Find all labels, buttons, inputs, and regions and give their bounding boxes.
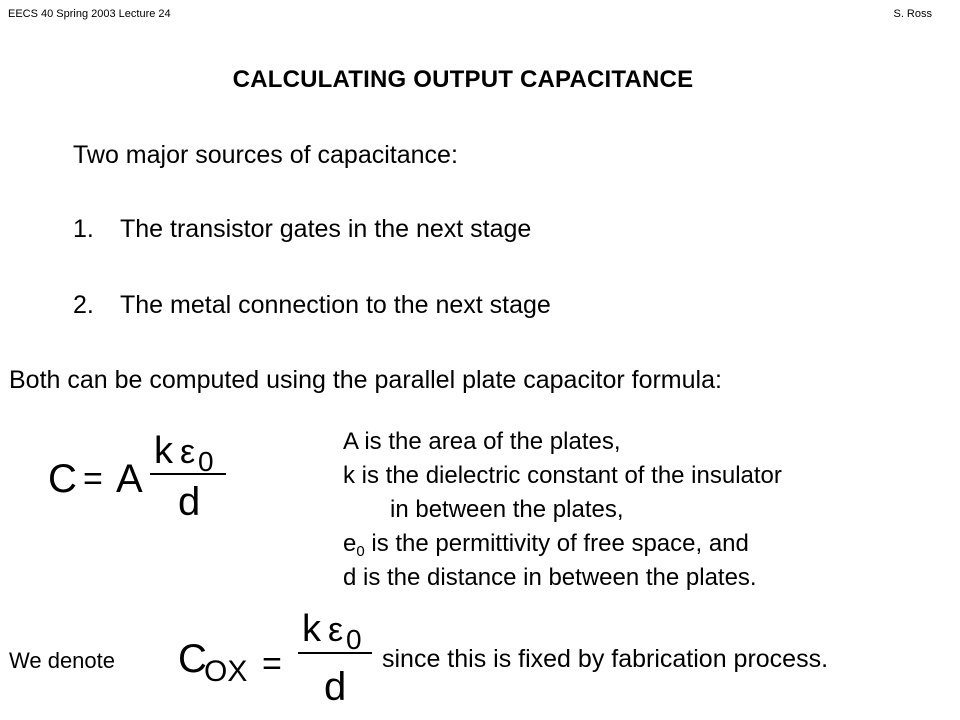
list-item-number-1: 1. [73, 215, 94, 243]
cox-numerator-subscript: 0 [346, 624, 362, 655]
formula-lhs-c: C [48, 457, 77, 501]
cox-lhs-subscript: OX [204, 655, 248, 688]
list-item-text-2: The metal connection to the next stage [120, 291, 551, 319]
denote-suffix: since this is fixed by fabrication process. [382, 645, 829, 673]
cox-numerator-epsilon: ε [328, 611, 344, 649]
formula-area-a: A [116, 457, 143, 501]
list-item-number-2: 2. [73, 291, 94, 319]
permittivity-subscript: 0 [356, 543, 365, 560]
cox-denominator-d: d [324, 665, 347, 709]
permittivity-text: is the permittivity of free space, and [364, 530, 749, 557]
header-author: S. Ross [893, 8, 932, 20]
denote-prefix: We denote [9, 648, 116, 673]
formula-intro-text: Both can be computed using the parallel plate capacitor formula: [9, 366, 722, 394]
cox-lhs-c: C [178, 637, 207, 681]
cox-numerator-k: k [302, 608, 321, 650]
formula-numerator-subscript: 0 [198, 446, 214, 477]
definition-k-continued: in between the plates, [390, 496, 624, 523]
capacitance-formula [40, 415, 240, 525]
definition-area: A is the area of the plates, [343, 428, 621, 455]
cox-formula [170, 605, 380, 715]
cox-equals: = [262, 645, 282, 683]
formula-equals: = [83, 460, 103, 498]
permittivity-symbol: e [343, 530, 357, 557]
definitions-block [343, 425, 782, 595]
list-item-text-1: The transistor gates in the next stage [120, 215, 532, 243]
definition-permittivity [343, 527, 782, 561]
definition-distance: d is the distance in between the plates. [343, 564, 757, 591]
formula-numerator-epsilon: ε [180, 433, 196, 471]
intro-text: Two major sources of capacitance: [73, 141, 458, 169]
definition-k: k is the dielectric constant of the insulator [343, 462, 782, 489]
slide-title: CALCULATING OUTPUT CAPACITANCE [232, 66, 694, 93]
formula-numerator-k: k [154, 430, 173, 472]
header-course: EECS 40 Spring 2003 Lecture 24 [8, 8, 171, 20]
formula-denominator-d: d [178, 480, 201, 524]
